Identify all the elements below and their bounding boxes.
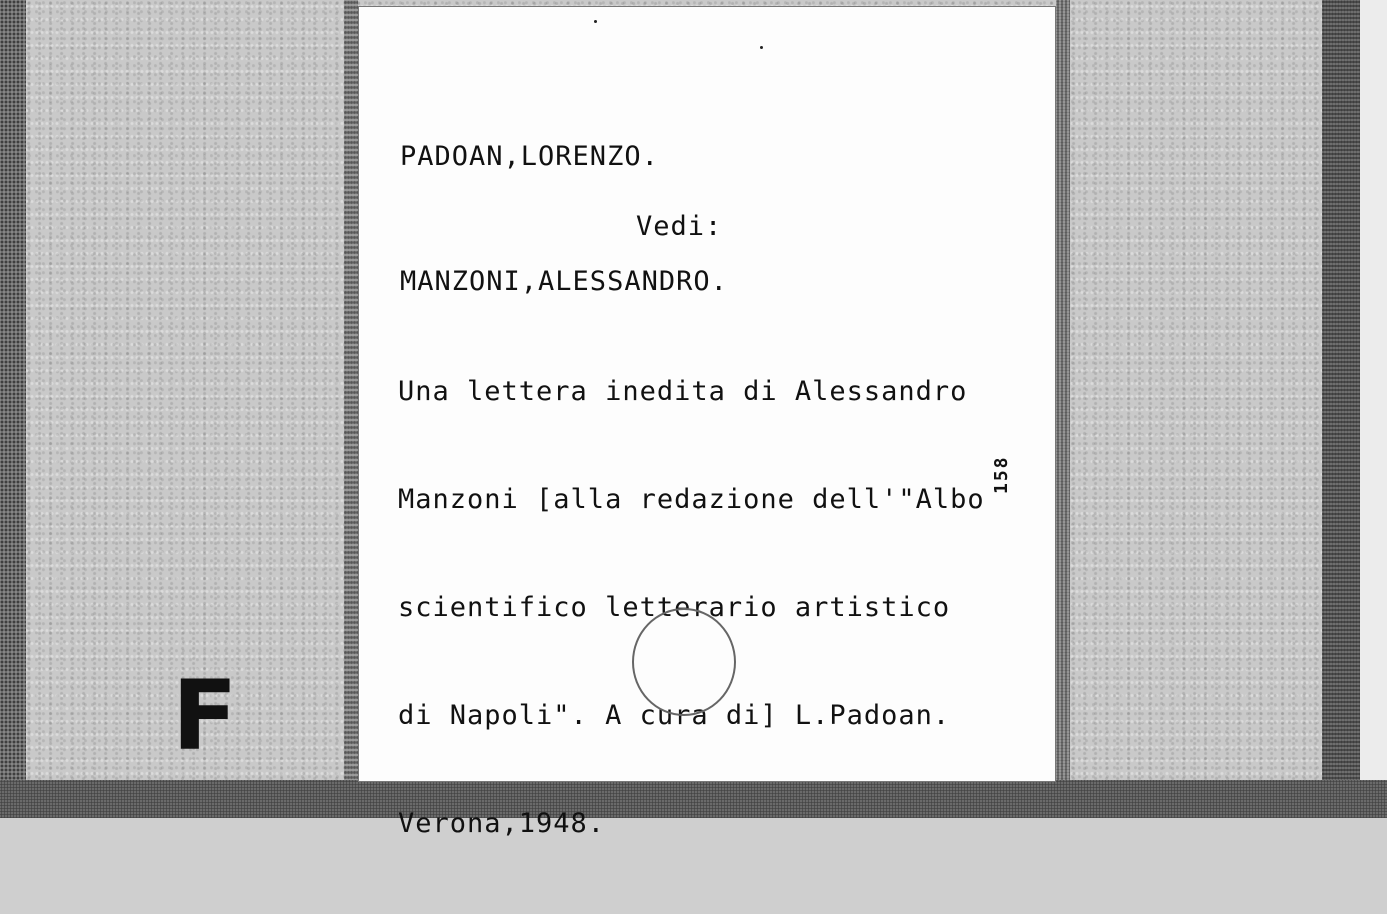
card-edge-left: [344, 0, 358, 782]
reference-line: di Napoli". A cura di] L.Padoan.: [398, 700, 951, 731]
speck: [594, 20, 597, 23]
reference-line: scientifico letterario artistico: [398, 592, 951, 623]
card-number: 158: [991, 455, 1012, 494]
scan-left-edge: [0, 0, 26, 818]
card-edge-right: [1056, 0, 1070, 782]
reference-line: Verona,1948.: [398, 808, 606, 839]
see-reference-label: Vedi:: [636, 211, 723, 242]
drawer-tab-letter: F: [172, 660, 238, 772]
reference-line: Una lettera inedita di Alessandro: [398, 376, 968, 407]
scan-right-bar: [1322, 0, 1360, 790]
reference-line: Manzoni [alla redazione dell'"Albo: [398, 484, 985, 515]
speck: [760, 46, 763, 49]
scan-right-strip: [1360, 0, 1387, 790]
reference-author: MANZONI,ALESSANDRO.: [400, 266, 728, 297]
card-heading: PADOAN,LORENZO.: [400, 141, 659, 172]
catalog-card: [358, 6, 1056, 839]
punch-hole: [632, 608, 736, 716]
